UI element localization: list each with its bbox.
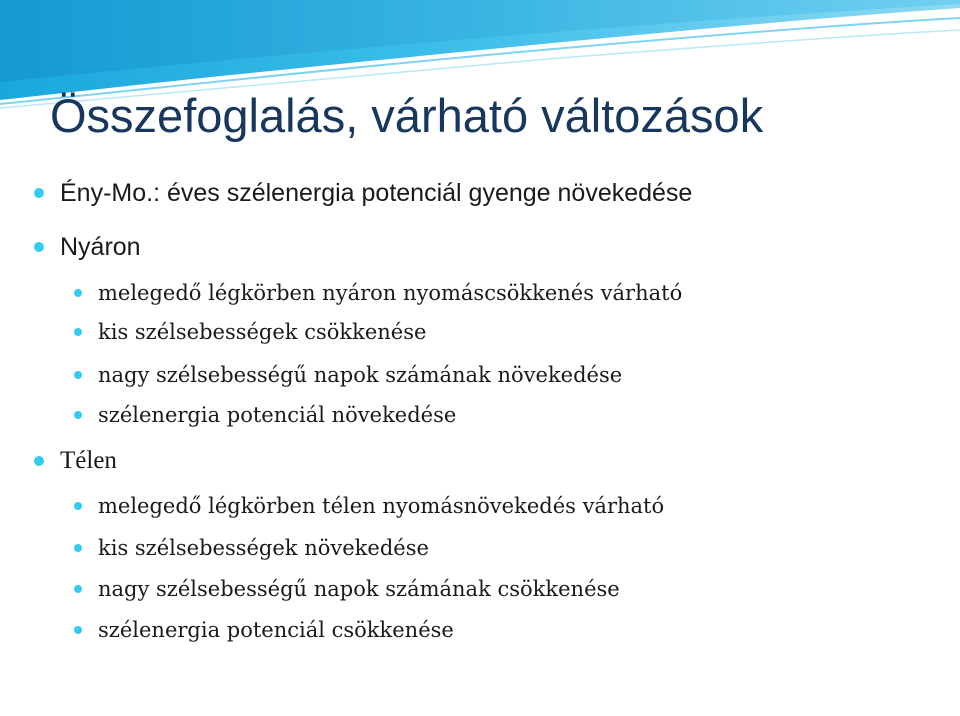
sub-bullet-item — [98, 617, 454, 643]
sub-bullet-item — [98, 576, 620, 602]
bullet-dot-icon — [74, 585, 82, 593]
sub-bullet-item — [98, 493, 664, 519]
bullet-dot-icon — [34, 456, 44, 466]
bullet-text: kis szélsebességek csökkenése — [98, 320, 427, 344]
bullet-dot-icon — [74, 289, 82, 297]
bullet-dot-icon — [34, 242, 44, 252]
bullet-text: melegedő légkörben nyáron nyomáscsökkenés várható — [98, 281, 683, 305]
bullet-dot-icon — [74, 411, 82, 419]
bullet-text: Télen — [60, 447, 117, 474]
bullet-item-summer — [60, 232, 141, 262]
sub-bullet-item — [98, 362, 622, 388]
bullet-text: nagy szélsebességű napok számának csökkenése — [98, 577, 620, 601]
slide-title: Összefoglalás, várható változások — [50, 89, 764, 142]
sub-bullet-item — [98, 319, 426, 345]
bullet-text: Nyáron — [60, 233, 141, 261]
bullet-text: szélenergia potenciál növekedése — [98, 403, 457, 427]
bullet-text: szélenergia potenciál csökkenése — [98, 618, 454, 642]
bullet-dot-icon — [74, 502, 82, 510]
bullet-dot-icon — [74, 544, 82, 552]
bullet-text: melegedő légkörben télen nyomásnövekedés várható — [98, 494, 665, 518]
sub-bullet-item — [98, 535, 429, 561]
sub-bullet-item — [98, 402, 456, 428]
bullet-text: Ény-Mo.: éves szélenergia potenciál gyenge növekedése — [60, 179, 693, 207]
sub-bullet-item — [98, 280, 682, 306]
bullet-text: nagy szélsebességű napok számának növekedése — [98, 363, 623, 387]
bullet-dot-icon — [34, 188, 44, 198]
bullet-item-winter — [60, 446, 117, 476]
bullet-item — [60, 178, 692, 208]
bullet-text: kis szélsebességek növekedése — [98, 536, 429, 560]
bullet-dot-icon — [74, 328, 82, 336]
bullet-dot-icon — [74, 371, 82, 379]
bullet-dot-icon — [74, 626, 82, 634]
